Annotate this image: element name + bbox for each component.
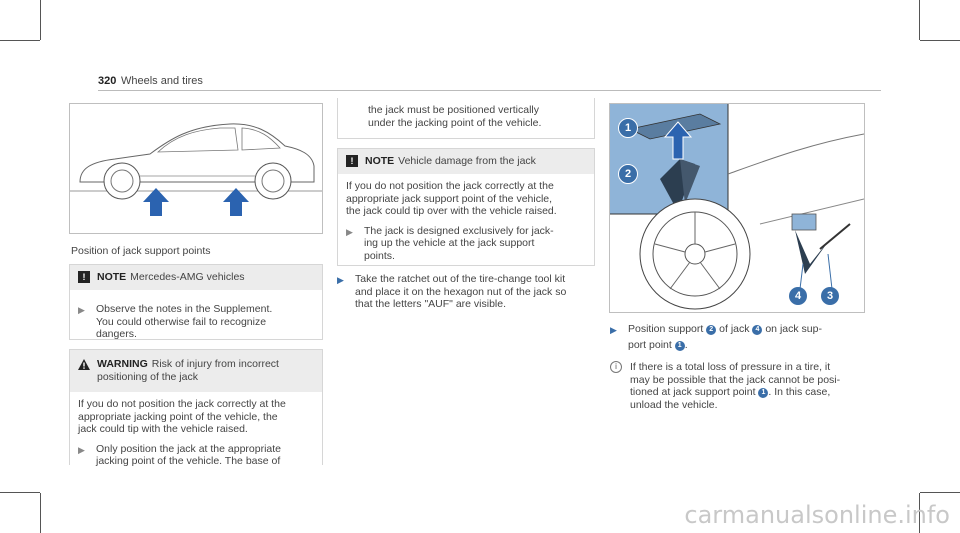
warning-title-line: positioning of the jack (97, 371, 198, 383)
info-text: . In this case, (768, 386, 831, 398)
note-bullet-line: The jack is designed exclusively for jack- (364, 224, 554, 237)
crop-mark (919, 0, 920, 40)
callout-3: 3 (821, 287, 839, 305)
arrow-icon (223, 188, 249, 216)
exclamation-icon: ! (78, 271, 90, 283)
step-line: and place it on the hexagon nut of the jack so (355, 285, 567, 298)
note-text-line: the jack could tip over with the vehicle raised. (346, 205, 557, 217)
figure-jack-position (609, 103, 865, 313)
warning-text-line: appropriate jacking point of the vehicle, the (78, 410, 278, 423)
bullet-arrow-icon: ▶ (78, 305, 85, 315)
bullet-arrow-icon: ▶ (610, 325, 617, 335)
arrow-icon (143, 188, 169, 216)
info-line: may be possible that the jack cannot be posi- (630, 373, 841, 386)
note-text-line: appropriate jack support point of the vehicle, (346, 192, 553, 205)
note-text-line: Observe the notes in the Supplement. (96, 303, 273, 315)
warning-bullet-line: the jack must be positioned vertically (368, 104, 539, 116)
note-title: Mercedes-AMG vehicles (130, 271, 245, 283)
page-title: Wheels and tires (121, 75, 203, 87)
step-text: Position support (628, 323, 704, 335)
warning-label: WARNING (97, 358, 148, 370)
car-side-illustration (70, 104, 322, 233)
callout-2: 2 (618, 164, 638, 184)
crop-mark (40, 493, 41, 533)
instruction-step (337, 273, 595, 311)
exclamation-icon: ! (346, 155, 358, 167)
warning-bullet-line: under the jacking point of the vehicle. (368, 116, 542, 129)
step-text: . (684, 338, 688, 351)
note-label: NOTE (97, 271, 127, 283)
note-title: Vehicle damage from the jack (398, 155, 536, 167)
crop-mark (920, 492, 960, 493)
figure-caption: Position of jack support points (71, 245, 211, 257)
warning-box (69, 349, 323, 465)
number-badge: 1 (758, 388, 768, 398)
info-text: tioned at jack support point (630, 386, 756, 398)
page-number: 320 (98, 75, 117, 87)
note-bullet-line: points. (364, 249, 395, 262)
note-text-line: If you do not position the jack correctly at the (346, 180, 554, 192)
info-icon: i (610, 361, 622, 373)
header-rule (98, 90, 881, 91)
crop-mark (0, 40, 40, 41)
crop-mark (920, 40, 960, 41)
warning-triangle-icon (78, 359, 90, 370)
instruction-step (610, 323, 870, 351)
note-header (338, 149, 594, 174)
number-badge: 1 (675, 341, 685, 351)
bullet-arrow-icon: ▶ (346, 226, 353, 237)
number-badge: 4 (752, 325, 762, 335)
step-line: Take the ratchet out of the tire-change tool kit (355, 273, 566, 285)
info-line: If there is a total loss of pressure in a tire, it (630, 361, 831, 373)
warning-text-line: If you do not position the jack correctly at the (78, 398, 286, 410)
number-badge: 2 (706, 325, 716, 335)
note-text-line: You could otherwise fail to recognize (96, 315, 267, 328)
callout-4: 4 (789, 287, 807, 305)
warning-bullet-line: jacking point of the vehicle. The base of (96, 455, 281, 467)
step-text: port point (628, 338, 672, 351)
figure-jack-points (69, 103, 323, 234)
note-bullet-line: ing up the vehicle at the jack support (364, 237, 535, 249)
step-text: on jack sup- (765, 323, 822, 335)
warning-continuation (337, 98, 595, 139)
note-text-line: dangers. (96, 328, 137, 340)
callout-1: 1 (618, 118, 638, 138)
crop-mark (0, 492, 40, 493)
warning-text-line: jack could tip with the vehicle raised. (78, 423, 248, 435)
note-box (69, 264, 323, 340)
note-label: NOTE (365, 155, 395, 167)
bullet-arrow-icon: ▶ (337, 275, 344, 285)
step-line: that the letters "AUF" are visible. (355, 298, 507, 310)
info-line: unload the vehicle. (630, 398, 718, 411)
note-header (70, 265, 322, 290)
note-box (337, 148, 595, 266)
warning-title-line: Risk of injury from incorrect (151, 358, 279, 370)
crop-mark (40, 0, 41, 40)
info-note (610, 361, 872, 411)
warning-bullet-line: Only position the jack at the appropriate (96, 442, 282, 455)
jack-illustration (610, 104, 864, 312)
step-text: of jack (719, 323, 750, 335)
watermark: carmanualsonline.info (684, 501, 950, 529)
bullet-arrow-icon: ▶ (78, 444, 85, 455)
warning-header (70, 350, 322, 392)
